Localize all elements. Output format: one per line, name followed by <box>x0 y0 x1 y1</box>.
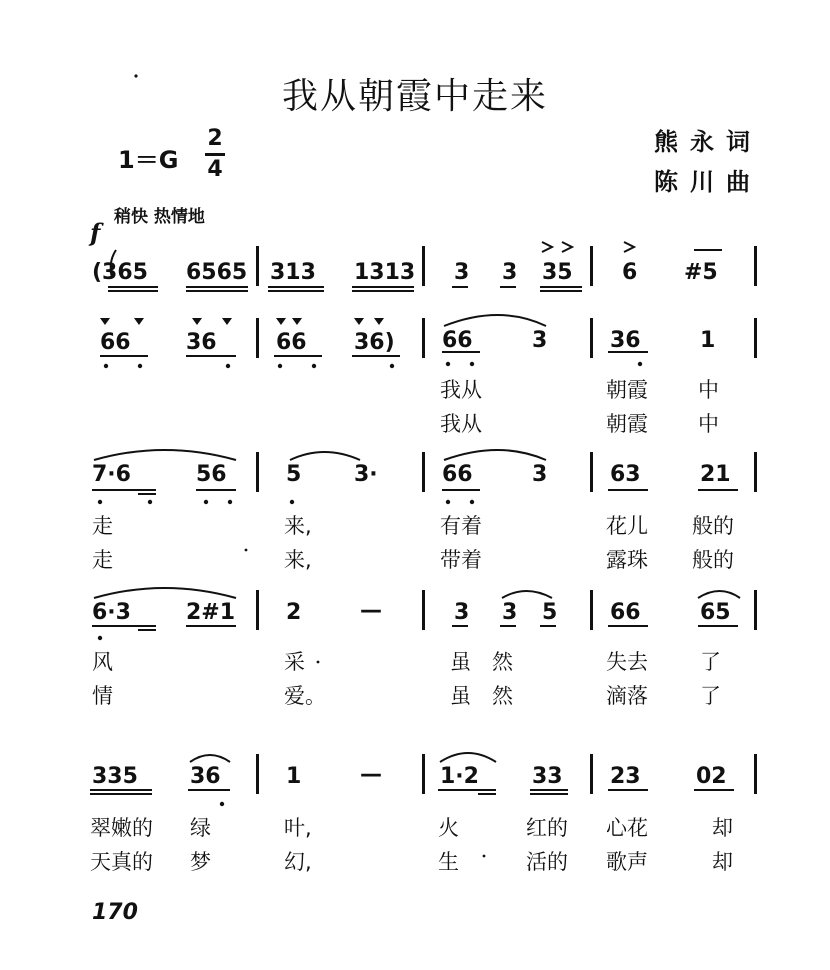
note-group: 3 <box>454 600 470 625</box>
lyric: 朝霞 <box>606 412 648 436</box>
lyric: 采 <box>284 650 305 674</box>
note-group: 2#1 <box>186 600 236 625</box>
note-group: 35 <box>542 260 573 285</box>
lyric: 了 <box>700 650 721 674</box>
lyric: 失去 <box>606 650 648 674</box>
song-title: 我从朝霞中走来 <box>281 76 548 117</box>
note-group: 36) <box>354 330 395 355</box>
note-group: 33 <box>532 764 563 789</box>
lyricist-credit: 熊永词 <box>654 128 762 156</box>
lyric: 了 <box>700 684 721 708</box>
note-group: 65 <box>700 600 731 625</box>
note-group: 36 <box>610 328 641 353</box>
time-sig-top: 2 <box>207 126 223 151</box>
note-group: 3· <box>354 462 378 487</box>
lyric: 爱。 <box>284 684 326 708</box>
note-group: 66 <box>442 462 473 487</box>
lyric: 心花 <box>606 816 648 840</box>
lyric: 却 <box>712 816 733 840</box>
lyric: 般的 <box>692 548 734 572</box>
lyric: 然 <box>492 650 513 674</box>
note-group: 66 <box>610 600 641 625</box>
lyric: 情 <box>92 684 113 708</box>
note-group: 5 <box>542 600 558 625</box>
lyric: 生 <box>438 850 459 874</box>
note-group: 66 <box>442 328 473 353</box>
lyric: 朝霞 <box>606 378 648 402</box>
dynamic-marking: f <box>90 218 101 247</box>
note-group: 02 <box>696 764 727 789</box>
lyric: 虽 <box>450 650 471 674</box>
note-group: 1313 <box>354 260 416 285</box>
lyric: 般的 <box>692 514 734 538</box>
lyric: 我从 <box>440 378 482 402</box>
lyric: 中 <box>698 412 719 436</box>
note-group: 3 <box>532 328 548 353</box>
note-group: — <box>360 598 382 623</box>
note-group: 1·2 <box>440 764 479 789</box>
note-group: (365 <box>92 260 148 285</box>
note-group: 2 <box>286 600 302 625</box>
note-group: 313 <box>270 260 316 285</box>
lyric: 歌声 <box>606 850 648 874</box>
lyric: 花儿 <box>606 514 648 538</box>
lyric: 风 <box>92 650 113 674</box>
note-group: #5 <box>684 260 718 285</box>
lyric: 走 <box>92 548 113 572</box>
lyric: 中 <box>698 378 719 402</box>
lyric: 滴落 <box>606 684 648 708</box>
note-group: 3 <box>502 260 518 285</box>
note-group: 1 <box>286 764 302 789</box>
note-group: 23 <box>610 764 641 789</box>
lyric: 活的 <box>526 850 568 874</box>
lyric: 来, <box>284 514 312 538</box>
note-group: 3 <box>502 600 518 625</box>
page-number: 170 <box>92 900 138 925</box>
note-group: 36 <box>186 330 217 355</box>
lyric: 却 <box>712 850 733 874</box>
lyric: 露珠 <box>606 548 648 572</box>
time-sig-bottom: 4 <box>207 157 223 182</box>
lyric: 走 <box>92 514 113 538</box>
lyric: 来, <box>284 548 312 572</box>
lyric: 天真的 <box>90 850 153 874</box>
note-group: 6 <box>622 260 638 285</box>
note-group: 63 <box>610 462 641 487</box>
note-group: 335 <box>92 764 138 789</box>
lyric: 我从 <box>440 412 482 436</box>
tempo-marking: 稍快 热情地 <box>114 207 205 227</box>
lyric: 然 <box>492 684 513 708</box>
lyric: 带着 <box>440 548 482 572</box>
lyric: 有着 <box>440 514 482 538</box>
note-group: — <box>360 762 382 787</box>
lyric: 红的 <box>526 816 568 840</box>
lyric: 叶, <box>284 816 312 840</box>
lyric: 虽 <box>450 684 471 708</box>
note-group: 3 <box>454 260 470 285</box>
note-group: 5 <box>286 462 302 487</box>
note-group: 21 <box>700 462 731 487</box>
note-group: 56 <box>196 462 227 487</box>
note-group: 36 <box>190 764 221 789</box>
note-group: 66 <box>276 330 307 355</box>
lyric: 梦 <box>190 850 211 874</box>
note-group: 3 <box>532 462 548 487</box>
lyric: 翠嫩的 <box>90 816 153 840</box>
note-group: 6·3 <box>92 600 131 625</box>
note-group: 66 <box>100 330 131 355</box>
note-group: 1 <box>700 328 716 353</box>
note-group: 6565 <box>186 260 248 285</box>
lyric: 绿 <box>190 816 211 840</box>
note-group: 7·6 <box>92 462 131 487</box>
lyric: 幻, <box>284 850 312 874</box>
key-signature: 1＝G <box>118 146 179 174</box>
composer-credit: 陈川曲 <box>654 168 762 196</box>
lyric: 火 <box>438 816 459 840</box>
